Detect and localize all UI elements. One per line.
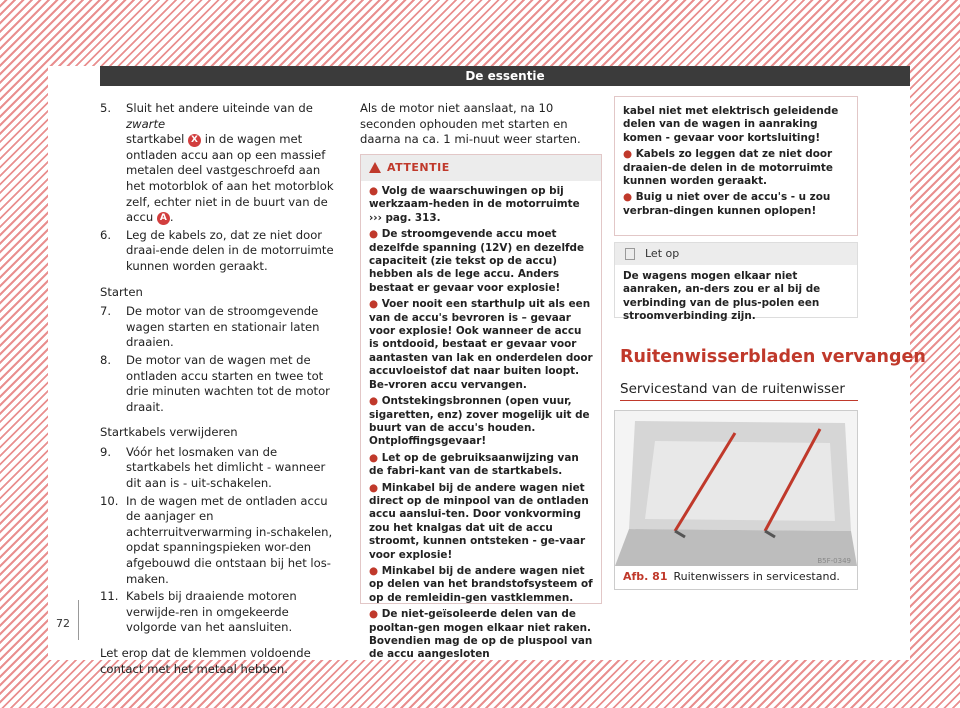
warning-text: Minkabel bij de andere wagen niet op delen van het brandstofsysteem of op de remleidin-gen vastklemmen. [369, 564, 593, 604]
figure-wipers [614, 410, 858, 590]
step-text: In de wagen met de ontladen accu de aanjager en achterruitverwarming in-schakelen, opdat spanningspieken wor-den afgebouwd die ontstaan bij het los-maken. [126, 493, 333, 586]
step-text: Kabels bij draaiende motoren verwijde-ren in omgekeerde volgorde van het aansluiten. [126, 589, 297, 635]
page-number-rule [78, 600, 79, 640]
subsection-title: Servicestand van de ruitenwisser [620, 381, 845, 397]
warning-body [615, 97, 857, 218]
subsection-rule [620, 400, 858, 401]
warning-item: ● De niet-geïsoleerde delen van de pooltan-gen mogen elkaar niet raken. Bovendien mag de op de pluspool van de accu aangesloten [369, 608, 593, 661]
intro-paragraph: Als de motor niet aanslaat, na 10 seconden ophouden met starten en daarna na ca. 1 mi-nuut weer starten. [360, 101, 581, 147]
warning-continuation: kabel niet met elektrisch geleidende delen van de wagen in aanraking komen - gevaar voor kortsluiting! [623, 105, 839, 144]
warning-text: Kabels zo leggen dat ze niet door draaien-de delen in de motorruimte kunnen worden geraakt. [623, 148, 833, 188]
step-5 [100, 101, 340, 226]
step-emphasis: zwarte [126, 116, 166, 131]
caption-text: Ruitenwissers in servicestand. [673, 570, 840, 583]
step-number: 10. [100, 493, 119, 508]
note-box [614, 242, 858, 323]
step-text: Vóór het losmaken van de startkabels het dimlicht - wanneer dit aan is - uit-schakelen. [126, 444, 326, 491]
warning-item: ● Buig u niet over de accu's - u zou verbran-dingen kunnen oplopen! [623, 191, 831, 217]
step-number: 9. [100, 444, 112, 459]
warning-text: De niet-geïsoleerde delen van de pooltan-gen mogen elkaar niet raken. Bovendien mag de op de pluspool van de accu aangesloten [369, 608, 593, 661]
warning-item: ● Minkabel bij de andere wagen niet op delen van het brandstofsysteem of op de remleidin-gen vastklemmen. [369, 564, 593, 604]
note-text: De wagens mogen elkaar niet aanraken, an-ders zou er al bij de verbinding van de plus-polen een stroomverbinding zijn. [623, 270, 821, 323]
step-text: in de wagen met ontladen accu aan op een massief metalen deel vastgeschroefd aan het motorblok of aan het motorblok zelf, echter niet in de buurt van de accu [126, 132, 334, 225]
note-header [615, 243, 857, 265]
warning-box [360, 154, 602, 661]
warning-text: De stroomgevende accu moet dezelfde spanning (12V) en dezelfde capaciteit (zie tekst op de accu) hebben als de lege accu. Anders bestaat er gevaar voor explosie! [369, 228, 585, 294]
column-left [100, 101, 340, 677]
heading-startkabels-verwijderen: Startkabels verwijderen [100, 425, 238, 440]
step-9 [100, 445, 340, 492]
step-text: De motor van de stroomgevende wagen starten en stationair laten draaien. [126, 304, 320, 350]
callout-a-icon: A [157, 212, 170, 225]
callout-x-icon: X [188, 134, 201, 147]
step-8 [100, 353, 340, 415]
warning-text: Buig u niet over de accu's - u zou verbran-dingen kunnen oplopen! [623, 191, 831, 217]
step-7 [100, 304, 340, 351]
note-icon [625, 248, 635, 260]
step-number: 5. [100, 101, 112, 115]
warning-text: Volg de waarschuwingen op bij werkzaam-heden in de motorruimte ››› pag. 313. [369, 185, 580, 224]
warning-text: Let op de gebruiksaanwijzing van de fabri-kant van de startkabels. [369, 451, 579, 478]
page-header: De essentie [100, 66, 910, 86]
warning-title: ATTENTIE [387, 161, 450, 174]
warning-triangle-icon [369, 162, 381, 173]
figure-code: B5F-0349 [817, 557, 851, 565]
heading-starten: Starten [100, 284, 143, 299]
step-number: 7. [100, 304, 112, 319]
section-title: Ruitenwisserbladen vervangen [620, 347, 926, 367]
step-number: 11. [100, 589, 119, 604]
step-text: . [169, 210, 174, 225]
page-number: 72 [56, 617, 70, 630]
warning-box-continued [614, 96, 858, 236]
step-6 [100, 228, 340, 275]
step-number: 8. [100, 352, 112, 367]
step-11 [100, 589, 340, 636]
warning-item: ● Let op de gebruiksaanwijzing van de fabri-kant van de startkabels. [369, 451, 579, 478]
wiper-illustration [615, 411, 857, 566]
warning-header [361, 155, 601, 181]
closing-paragraph: Let erop dat de klemmen voldoende contact met het metaal hebben. [100, 646, 311, 676]
figure-caption [623, 570, 840, 583]
step-text: Leg de kabels zo, dat ze niet door draai-ende delen in de motorruimte kunnen worden geraakt. [126, 227, 334, 273]
step-10 [100, 494, 340, 588]
warning-text: Ontstekingsbronnen (open vuur, sigaretten, enz) zover mogelijk uit de buurt van de accu's houden. Ontploffingsgevaar! [369, 395, 590, 448]
step-number: 6. [100, 227, 112, 242]
warning-body [361, 181, 601, 662]
step-text: startkabel [126, 132, 185, 147]
warning-text: Voer nooit een starthulp uit als een van de accu's bevroren is – gevaar voor explosie! Ook wanneer de accu is ontdooid, bestaat er gevaar voor aantasten van lak en onderdelen door accuvloeistof dat naar buiten loopt. Be-vroren accu vervangen. [369, 298, 593, 391]
note-title: Let op [645, 247, 680, 260]
warning-item: ● De stroomgevende accu moet dezelfde spanning (12V) en dezelfde capaciteit (zie tekst op de accu) hebben als de lege accu. Anders bestaat er gevaar voor explosie! [369, 228, 585, 294]
warning-item: ● Ontstekingsbronnen (open vuur, sigaretten, enz) zover mogelijk uit de buurt van de accu's houden. Ontploffingsgevaar! [369, 395, 590, 448]
step-text: De motor van de wagen met de ontladen accu starten en twee tot drie minuten wachten tot de motor draait. [126, 352, 330, 414]
caption-label: Afb. 81 [623, 570, 668, 583]
warning-text: Minkabel bij de andere wagen niet direct op de minpool van de ontladen accu aanslui-ten. Door vonkvorming zou het knalgas dat uit de accu stroomt, kunnen ontsteken - ge-vaar voor explosie! [369, 481, 589, 561]
step-text: Sluit het andere uiteinde van de [126, 101, 313, 115]
warning-item: ● Voer nooit een starthulp uit als een van de accu's bevroren is – gevaar voor explosie! Ook wanneer de accu is ontdooid, bestaat er gevaar voor aantasten van lak en onderdelen door accuvloeistof dat naar buiten loopt. Be-vroren accu vervangen. [369, 298, 593, 391]
warning-item: ● Minkabel bij de andere wagen niet direct op de minpool van de ontladen accu aanslui-ten. Door vonkvorming zou het knalgas dat uit de accu stroomt, kunnen ontsteken - ge-vaar voor explosie! [369, 481, 589, 561]
warning-item: ● Volg de waarschuwingen op bij werkzaam-heden in de motorruimte ››› pag. 313. [369, 185, 580, 224]
warning-item: ● Kabels zo leggen dat ze niet door draaien-de delen in de motorruimte kunnen worden geraakt. [623, 148, 833, 188]
